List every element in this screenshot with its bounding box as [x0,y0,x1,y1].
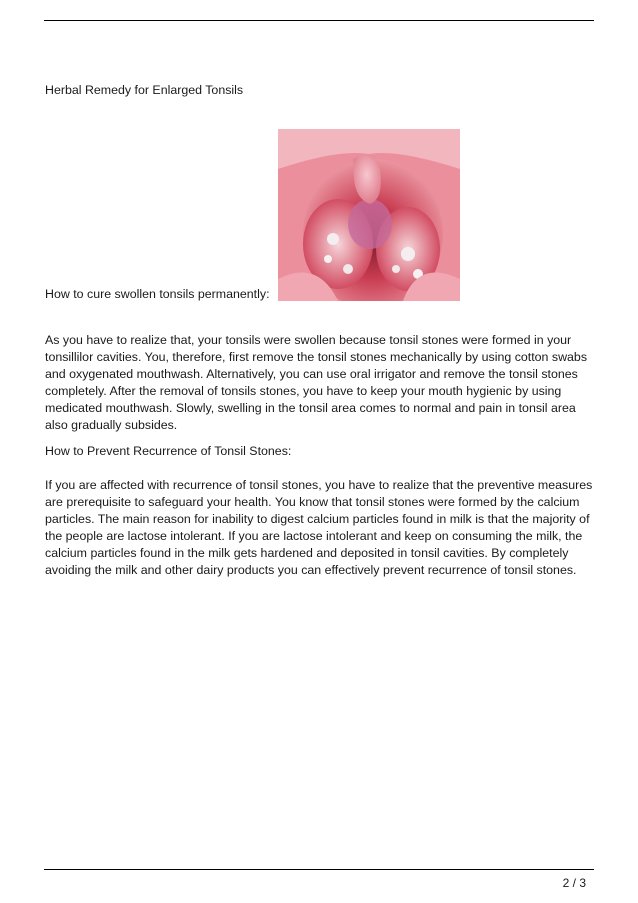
section-body-cure: As you have to realize that, your tonsils were swollen because tonsil stones were formed in your tonsillilor cavities. You, therefore, first remove the tonsil stones mechanically by using cotton swabs and oxygenated mouthwash. Alternatively, you can use oral irrigator and remove the tonsil stones completely. After the removal of tonsils stones, you have to keep your mouth hygienic by using medicated mouthwash. Slowly, swelling in the tonsil area comes to normal and pain in tonsil area also gradually subsides. [45,333,588,432]
document-title: Herbal Remedy for Enlarged Tonsils [45,83,244,97]
tonsils-photo [278,129,460,301]
footer-rule [44,869,594,870]
header-rule [44,20,594,21]
tonsils-photo-illustration [278,129,460,301]
section-heading-cure: How to cure swollen tonsils permanently: [45,287,270,301]
page-number: 2 / 3 [562,876,586,890]
section-heading-prevent: How to Prevent Recurrence of Tonsil Stones: [45,444,292,458]
section-body-prevent: If you are affected with recurrence of tonsil stones, you have to realize that the preventive measures are prerequisite to safeguard your health. You know that tonsil stones were formed by the calcium particles. The main reason for inability to digest calcium particles found in milk is that the majority of the people are lactose intolerant. If you are lactose intolerant and keep on consuming the milk, the calcium particles found in the milk gets hardened and deposited in tonsil cavities. By completely avoiding the milk and other dairy products you can effectively prevent recurrence of tonsil stones. [45,478,593,577]
